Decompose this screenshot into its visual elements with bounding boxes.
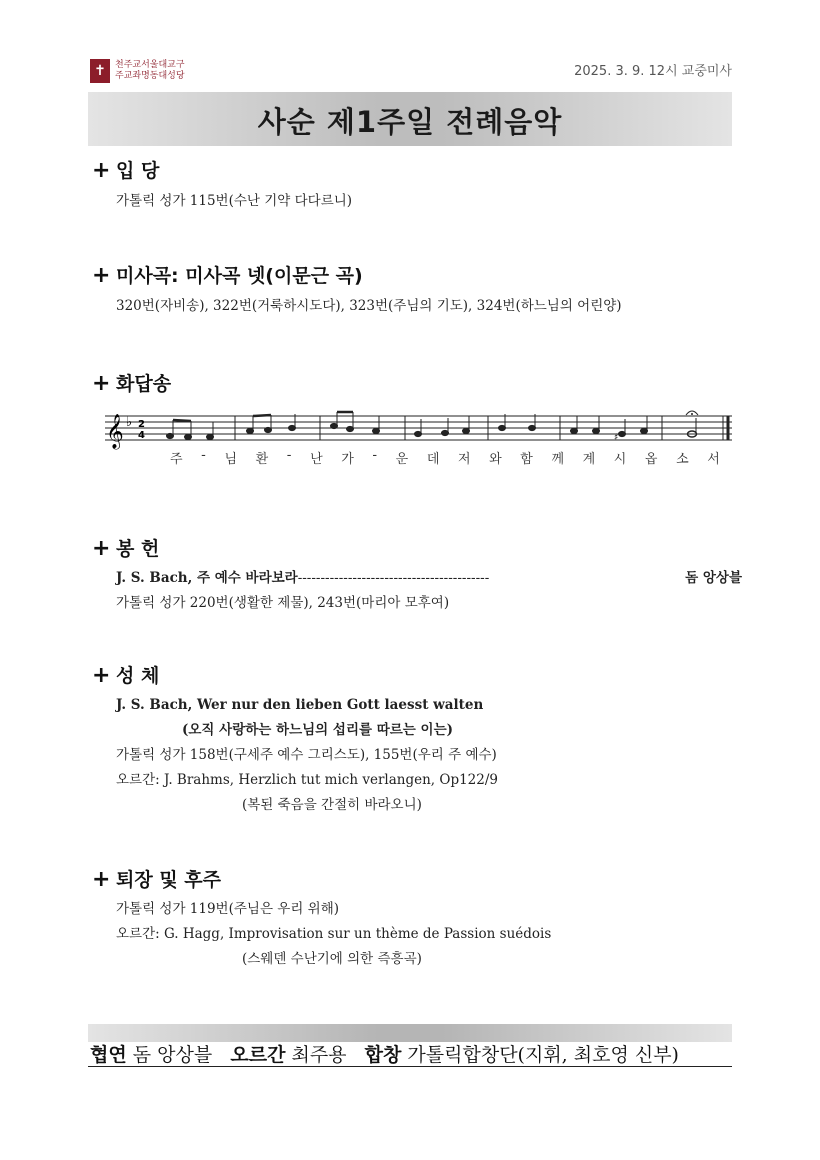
section-heading: [92, 662, 742, 690]
svg-text:4: 4: [138, 430, 145, 441]
lyric-syllable: 저: [457, 452, 471, 467]
lyric-syllable: -: [201, 448, 206, 463]
plus-icon: +: [92, 536, 111, 561]
cathedral-logo: [90, 58, 230, 84]
mass-date: 2025. 3. 9. 12시 교중미사: [574, 64, 732, 79]
section-offertory: [92, 535, 742, 616]
flat-icon: ♭: [126, 415, 133, 430]
heading-text: 퇴장 및 후주: [116, 869, 221, 891]
section-entrance: [92, 157, 742, 214]
heading-text: 화답송: [116, 373, 172, 395]
offertory-hymns: 가톨릭 성가 220번(생활한 제물), 243번(마리아 모후여): [116, 595, 450, 611]
psalm-music-staff: [100, 406, 740, 450]
title-banner: [88, 92, 732, 146]
lyric-syllable: 시: [613, 452, 627, 467]
lyric-syllable: 가: [341, 452, 354, 467]
credit-label-choir: 합창: [364, 1044, 402, 1066]
heading-text: 성 체: [116, 665, 160, 687]
offertory-line-1: [92, 566, 742, 591]
svg-text:2: 2: [138, 419, 145, 430]
page-title: 사순 제1주일 전례음악: [257, 105, 563, 139]
plus-icon: +: [92, 371, 111, 396]
lyric-syllable: 님: [224, 452, 238, 467]
section-heading: [92, 370, 742, 398]
section-psalm: [92, 370, 742, 398]
lyric-syllable: 데: [426, 452, 440, 467]
section-heading: [92, 262, 742, 290]
logo-text: [115, 60, 185, 82]
recessional-organ: 오르간: G. Hagg, Improvisation sur un thème de Passion suédois: [116, 926, 552, 942]
heading-text: 입 당: [116, 160, 160, 182]
offertory-piece: J. S. Bach, 주 예수 바라보라: [116, 570, 298, 586]
logo-line-2: 주교좌명동대성당: [115, 71, 185, 81]
credit-value-organ: 최주용: [291, 1044, 347, 1066]
section-heading: [92, 535, 742, 563]
lyric-syllable: 난: [310, 452, 323, 467]
section-communion: [92, 662, 742, 818]
recessional-hymn: 가톨릭 성가 119번(주님은 우리 위해): [116, 901, 339, 917]
footer-rule: [88, 1066, 732, 1067]
psalm-lyrics: [170, 448, 720, 467]
lyric-syllable: 함: [520, 452, 533, 467]
communion-organ: 오르간: J. Brahms, Herzlich tut mich verlangen, Op122/9: [116, 772, 499, 788]
credit-label-organ: 오르간: [230, 1044, 286, 1066]
section-heading: [92, 157, 742, 185]
communion-piece-translation: (오직 사랑하는 하느님의 섭리를 따르는 이는): [182, 722, 454, 738]
performers-credit: [90, 1040, 679, 1067]
lyric-syllable: -: [286, 448, 292, 463]
offertory-performer: 돔 앙상블: [685, 570, 742, 586]
heading-text: 미사곡: 미사곡 넷(이문근 곡): [116, 265, 363, 287]
communion-organ-translation: (복된 죽음을 간절히 바라오니): [242, 797, 422, 813]
treble-clef-icon: 𝄞: [106, 414, 124, 449]
cross-icon: ✝: [90, 59, 110, 83]
plus-icon: +: [92, 263, 111, 288]
credit-label-ensemble: 협연: [90, 1044, 127, 1066]
section-heading: [92, 866, 742, 894]
plus-icon: +: [92, 158, 111, 183]
credit-value-choir: 가톨릭합창단(지휘, 최호영 신부): [407, 1044, 679, 1066]
lyric-syllable: 께: [551, 452, 565, 467]
svg-text:♯: ♯: [614, 433, 619, 443]
lyric-syllable: 소: [676, 452, 689, 467]
lyric-syllable: 운: [395, 452, 409, 467]
section-mass: [92, 262, 742, 319]
lyric-syllable: 와: [489, 452, 502, 467]
logo-line-1: 천주교서울대교구: [115, 60, 185, 70]
communion-piece: J. S. Bach, Wer nur den lieben Gott laesst walten: [116, 697, 484, 713]
lyric-syllable: -: [372, 448, 378, 463]
plus-icon: +: [92, 663, 111, 688]
mass-parts: 320번(자비송), 322번(거룩하시도다), 323번(주님의 기도), 324번(하느님의 어린양): [116, 298, 622, 314]
section-recessional: [92, 866, 742, 972]
recessional-organ-translation: (스웨덴 수난기에 의한 즉흥곡): [242, 951, 422, 967]
lyric-syllable: 서: [707, 452, 720, 467]
credit-value-ensemble: 돔 앙상블: [132, 1044, 213, 1066]
plus-icon: +: [92, 867, 111, 892]
communion-hymns: 가톨릭 성가 158번(구세주 예수 그리스도), 155번(우리 주 예수): [116, 747, 497, 763]
lyric-syllable: 계: [582, 452, 596, 467]
heading-text: 봉 헌: [116, 538, 160, 560]
lyric-syllable: 옵: [644, 452, 658, 467]
lyric-syllable: 주: [170, 452, 183, 467]
entrance-hymn: 가톨릭 성가 115번(수난 기약 다다르니): [116, 193, 353, 209]
leader-dashes: ------------------------------------------: [297, 570, 490, 586]
lyric-syllable: 환: [255, 452, 269, 467]
